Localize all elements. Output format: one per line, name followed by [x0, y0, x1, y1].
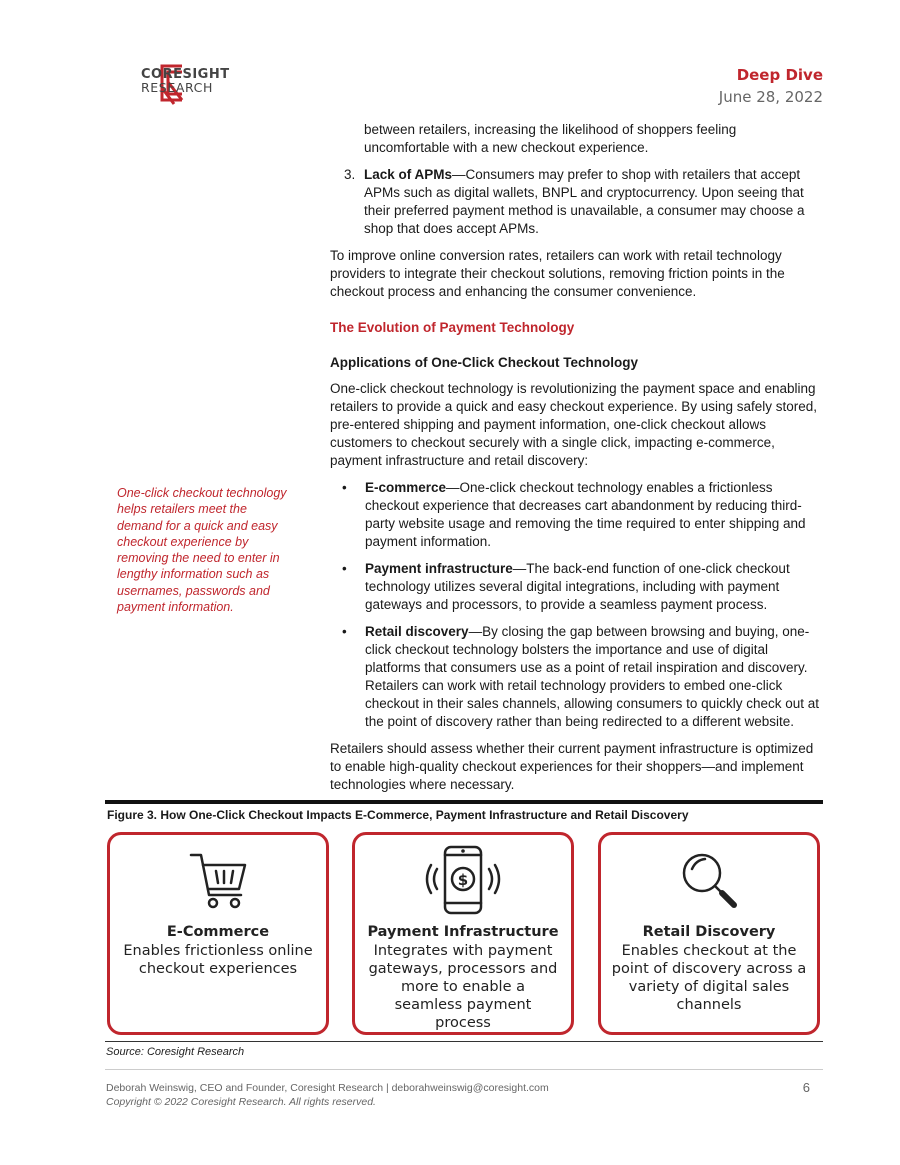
sub-title: Applications of One-Click Checkout Technology: [330, 355, 639, 370]
document-type-label: Deep Dive: [736, 66, 823, 84]
footer-rule: [105, 1069, 823, 1070]
logo-wordmark-line2: RESEARCH: [141, 80, 213, 95]
bullet-ecommerce: [342, 479, 822, 551]
figure-source: Source: Coresight Research: [106, 1046, 245, 1058]
footer-author: Deborah Weinswig, CEO and Founder, Coresight Research | deborahweinswig@coresight.com: [106, 1082, 549, 1094]
bullet-retail-discovery: [342, 623, 822, 731]
figure-bottom-rule: [105, 1041, 823, 1042]
bullet-bold: Payment infrastructure: [365, 561, 513, 576]
mobile-payment-icon: [423, 845, 503, 917]
section-title: The Evolution of Payment Technology: [330, 320, 575, 335]
svg-text:$: $: [457, 871, 469, 889]
bullet-text: —One-click checkout technology enables a frictionless checkout experience that decreases cart abandonment by reducing third-party website usage and removing the time required to enter shipping and payment information.: [365, 480, 806, 549]
magnifier-icon: [674, 845, 744, 915]
card-title: Payment Infrastructure: [367, 924, 559, 940]
list-item-bold: Lack of APMs: [364, 167, 453, 182]
card-description: Integrates with payment gateways, processors and more to enable a seamless payment process: [368, 943, 558, 1031]
document-date: June 28, 2022: [718, 88, 823, 106]
list-item-number: 3.: [344, 167, 356, 182]
bullet-bold: Retail discovery: [365, 624, 469, 639]
page-number: 6: [802, 1080, 810, 1095]
list-item-text: between retailers, increasing the likelihood of shoppers feeling uncomfortable with a new checkout experience.: [364, 122, 737, 155]
bullet-text: —The back-end function of one-click checkout technology utilizes several digital integrations, including with payment gateways and processors, to provide a seamless payment process.: [365, 561, 790, 612]
card-title: Retail Discovery: [642, 924, 776, 940]
sidebar-callout: One-click checkout technology helps retailers meet the demand for a quick and easy checkout experience by removing the need to enter in lengthy information such as usernames, passwords and payment information.: [117, 486, 287, 615]
paragraph-one-click: One-click checkout technology is revolutionizing the payment space and enabling retailers to provide a quick and easy checkout experience. By using safely stored, pre-entered shipping and payment information, one-click checkout allows customers to checkout securely with a single click, impacting e-commerce, payment infrastructure and retail discovery:: [330, 381, 818, 468]
card-title: E-Commerce: [166, 924, 270, 940]
logo-wordmark-line1: CORESIGHT: [141, 67, 230, 82]
list-item-3: [344, 166, 822, 238]
card-ecommerce: [107, 832, 329, 1035]
card-retail-discovery: [598, 832, 820, 1035]
footer-copyright: Copyright © 2022 Coresight Research. All rights reserved.: [106, 1096, 376, 1108]
bullet-bold: E-commerce: [365, 480, 447, 495]
card-description: Enables checkout at the point of discovery across a variety of digital sales channels: [611, 943, 807, 1013]
list-item-text: —Consumers may prefer to shop with retailers that accept APMs such as digital wallets, BNPL and cryptocurrency. Upon seeing that their preferred payment method is unavailable, a consumer may choose a shop that does accept APMs.: [364, 167, 805, 236]
bullet-dot: •: [342, 624, 347, 639]
figure-top-rule: [105, 800, 823, 804]
figure-title: Figure 3. How One-Click Checkout Impacts E-Commerce, Payment Infrastructure and Retail Discovery: [107, 808, 689, 822]
bullet-dot: •: [342, 480, 347, 495]
list-item-continued: [344, 121, 822, 157]
bullet-dot: •: [342, 561, 347, 576]
paragraph-assess: Retailers should assess whether their current payment infrastructure is optimized to enable high-quality checkout experiences for their shoppers—and implement technologies where necessary.: [330, 741, 814, 792]
paragraph-conversion: To improve online conversion rates, retailers can work with retail technology providers to integrate their checkout solutions, removing friction points in the checkout process and enhancing the consumer convenience.: [330, 248, 785, 299]
bullet-payment-infrastructure: [342, 560, 822, 614]
card-payment-infrastructure: [352, 832, 574, 1035]
bullet-text: —By closing the gap between browsing and buying, one-click checkout technology bolsters the importance and use of digital platforms that consumers use as a point of retail inspiration and discovery. Retailers can work with retail technology providers to embed one-click checkout in their sales channels, allowing consumers to quickly check out at the point of discovery rather than being redirected to a different website.: [365, 624, 819, 729]
card-description: Enables frictionless online checkout experiences: [123, 943, 313, 977]
shopping-cart-icon: [183, 845, 253, 915]
